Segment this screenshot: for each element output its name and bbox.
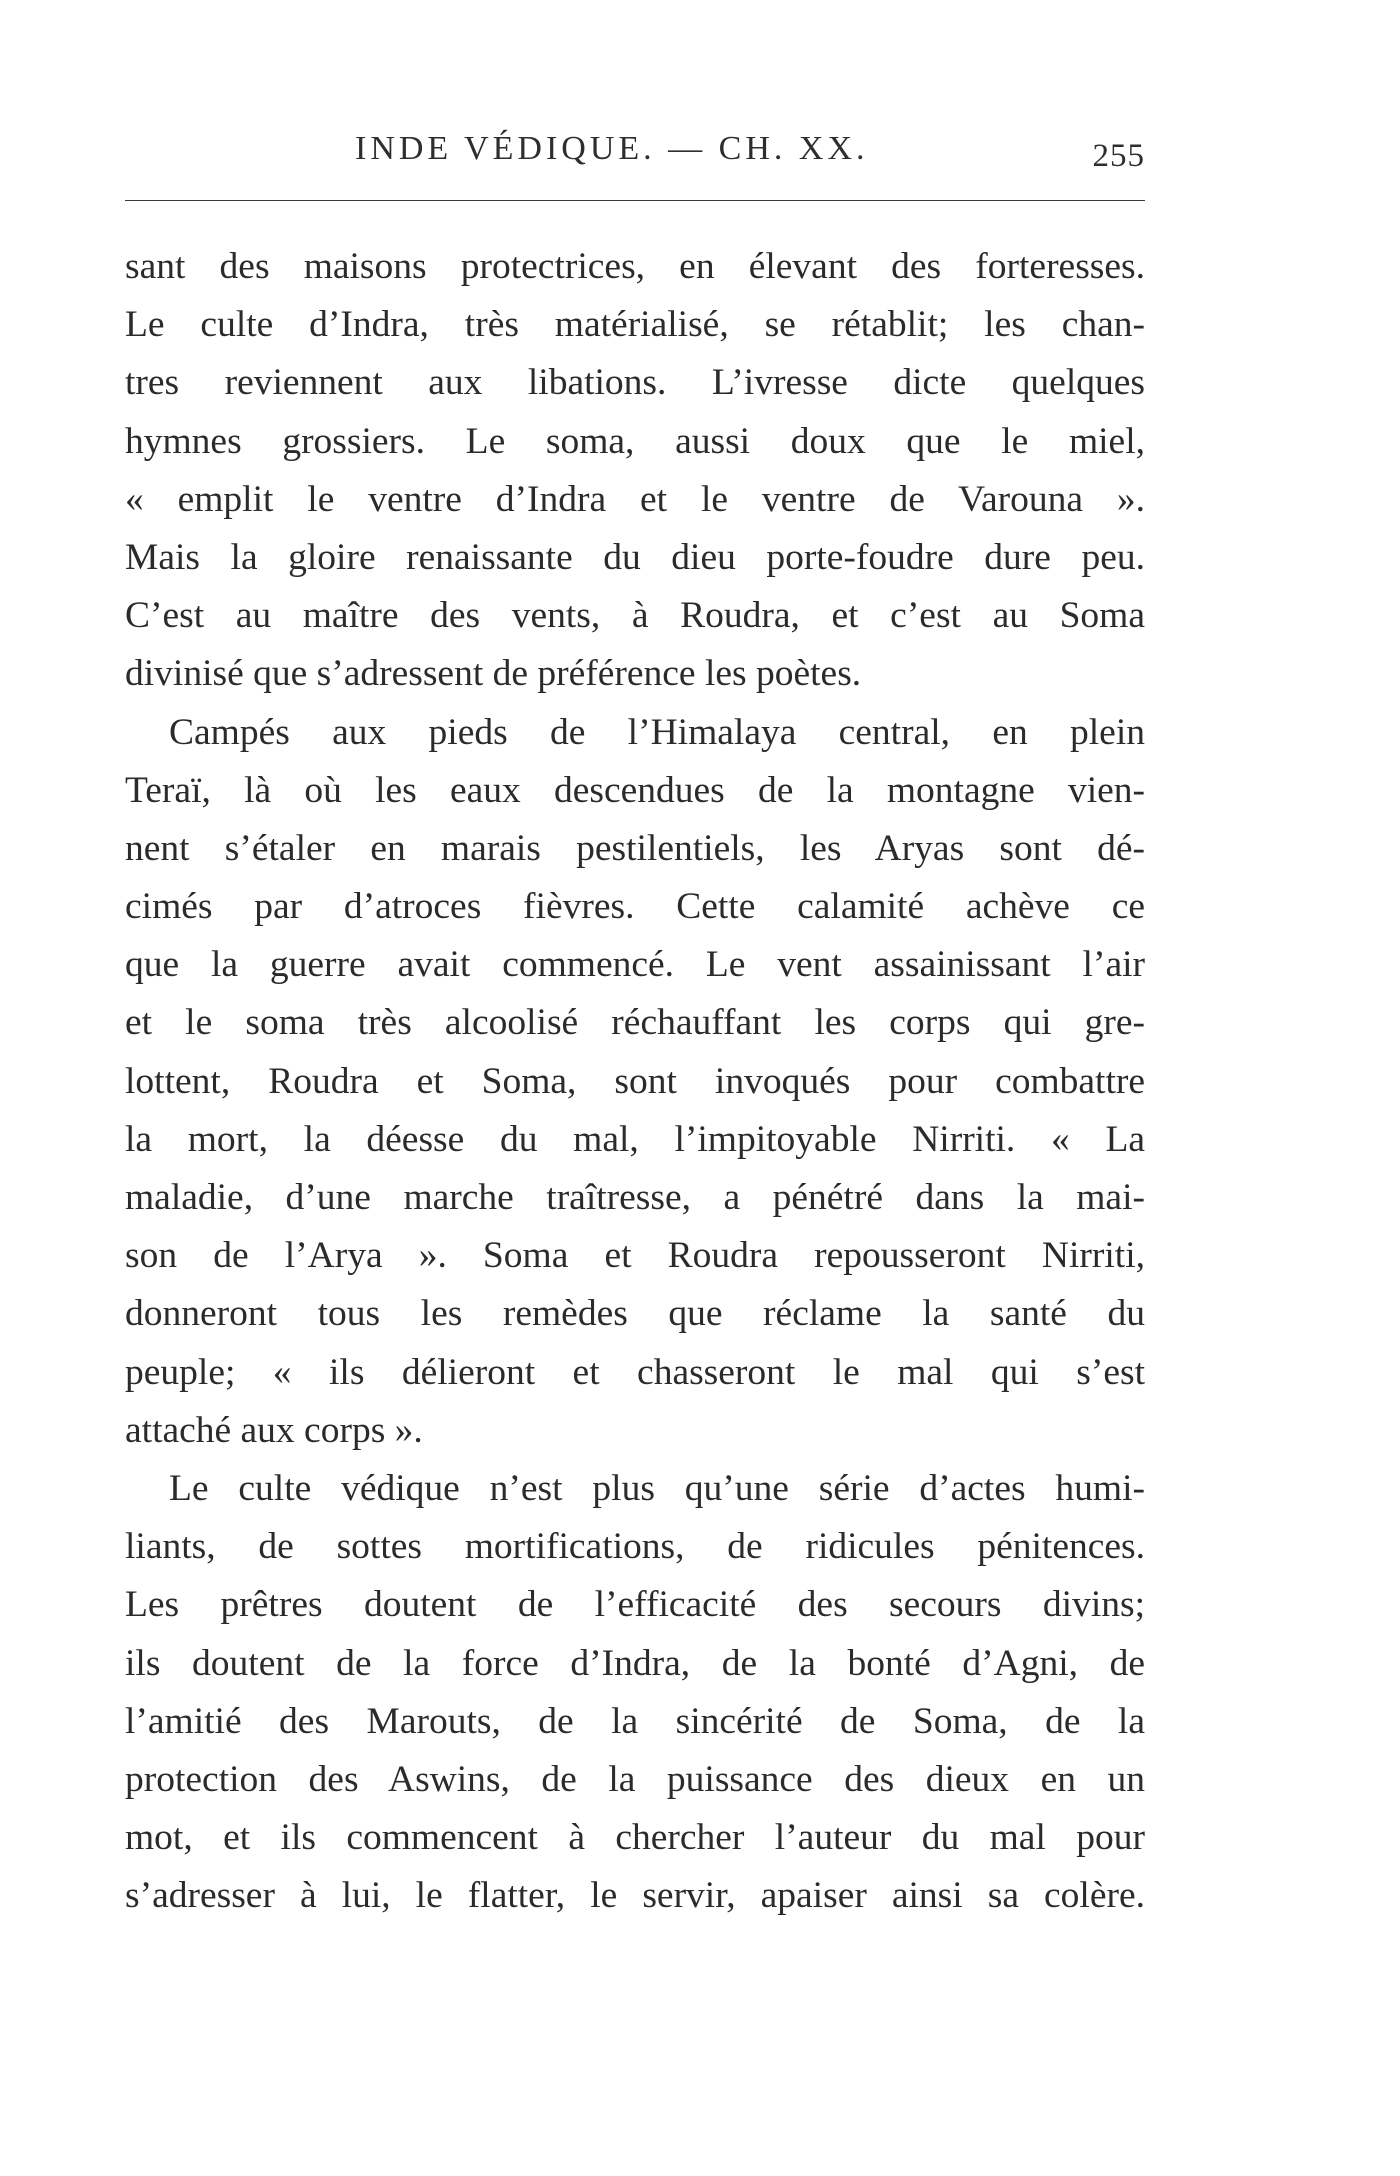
text-line: l’amitié des Marouts, de la sincérité de Soma, de la [125, 1700, 1145, 1742]
text-line: que la guerre avait commencé. Le vent assainissant l’air [125, 944, 1145, 986]
text-line: « emplit le ventre d’Indra et le ventre de Varouna ». [125, 478, 1145, 520]
text-line: Le culte védique n’est plus qu’une série d’actes humi- [169, 1467, 1145, 1509]
text-line: sant des maisons protectrices, en élevant des forteresses. [125, 246, 1145, 287]
paragraph-3 [125, 1460, 1145, 1926]
text-line: maladie, d’une marche traîtresse, a pénétré dans la mai- [125, 1177, 1145, 1218]
paragraph-2 [125, 704, 1145, 1460]
text-line: et le soma très alcoolisé réchauffant les corps qui gre- [125, 1002, 1145, 1044]
text-line: protection des Aswins, de la puissance des dieux en un [125, 1758, 1145, 1800]
text-line: attaché aux corps ». [125, 1409, 423, 1451]
body-text [125, 238, 1145, 1925]
text-line: tres reviennent aux libations. L’ivresse dicte quelques [125, 362, 1145, 404]
text-line: son de l’Arya ». Soma et Roudra repousseront Nirriti, [125, 1235, 1145, 1277]
text-line: peuple; « ils délieront et chasseront le mal qui s’est [125, 1351, 1145, 1393]
text-line: hymnes grossiers. Le soma, aussi doux que le miel, [125, 420, 1145, 462]
text-line: lottent, Roudra et Soma, sont invoqués pour combattre [125, 1060, 1145, 1102]
text-line: la mort, la déesse du mal, l’impitoyable Nirriti. « La [125, 1118, 1145, 1160]
text-line: Teraï, là où les eaux descendues de la montagne vien- [125, 769, 1145, 811]
text-line: Le culte d’Indra, très matérialisé, se rétablit; les chan- [125, 304, 1145, 346]
text-line: liants, de sottes mortifications, de ridicules pénitences. [125, 1526, 1145, 1568]
paragraph-1 [125, 238, 1145, 704]
text-line: ils doutent de la force d’Indra, de la bonté d’Agni, de [125, 1642, 1145, 1684]
text-line: Mais la gloire renaissante du dieu porte-foudre dure peu. [125, 536, 1145, 578]
text-line: divinisé que s’adressent de préférence les poètes. [125, 653, 862, 695]
page-number: 255 [1092, 138, 1145, 174]
header-rule [125, 200, 1145, 201]
text-line: C’est au maître des vents, à Roudra, et c’est au Soma [125, 595, 1145, 637]
text-line: mot, et ils commencent à chercher l’auteur du mal pour [125, 1817, 1145, 1859]
text-line: Les prêtres doutent de l’efficacité des secours divins; [125, 1584, 1145, 1626]
text-line: s’adresser à lui, le flatter, le servir, apaiser ainsi sa colère. [125, 1875, 1145, 1917]
running-head [125, 130, 1145, 180]
text-line: donneront tous les remèdes que réclame la santé du [125, 1293, 1145, 1335]
text-line: Campés aux pieds de l’Himalaya central, en plein [169, 711, 1145, 753]
running-title: INDE VÉDIQUE. — CH. XX. [355, 130, 869, 167]
text-line: nent s’étaler en marais pestilentiels, les Aryas sont dé- [125, 827, 1145, 869]
text-line: cimés par d’atroces fièvres. Cette calamité achève ce [125, 886, 1145, 928]
